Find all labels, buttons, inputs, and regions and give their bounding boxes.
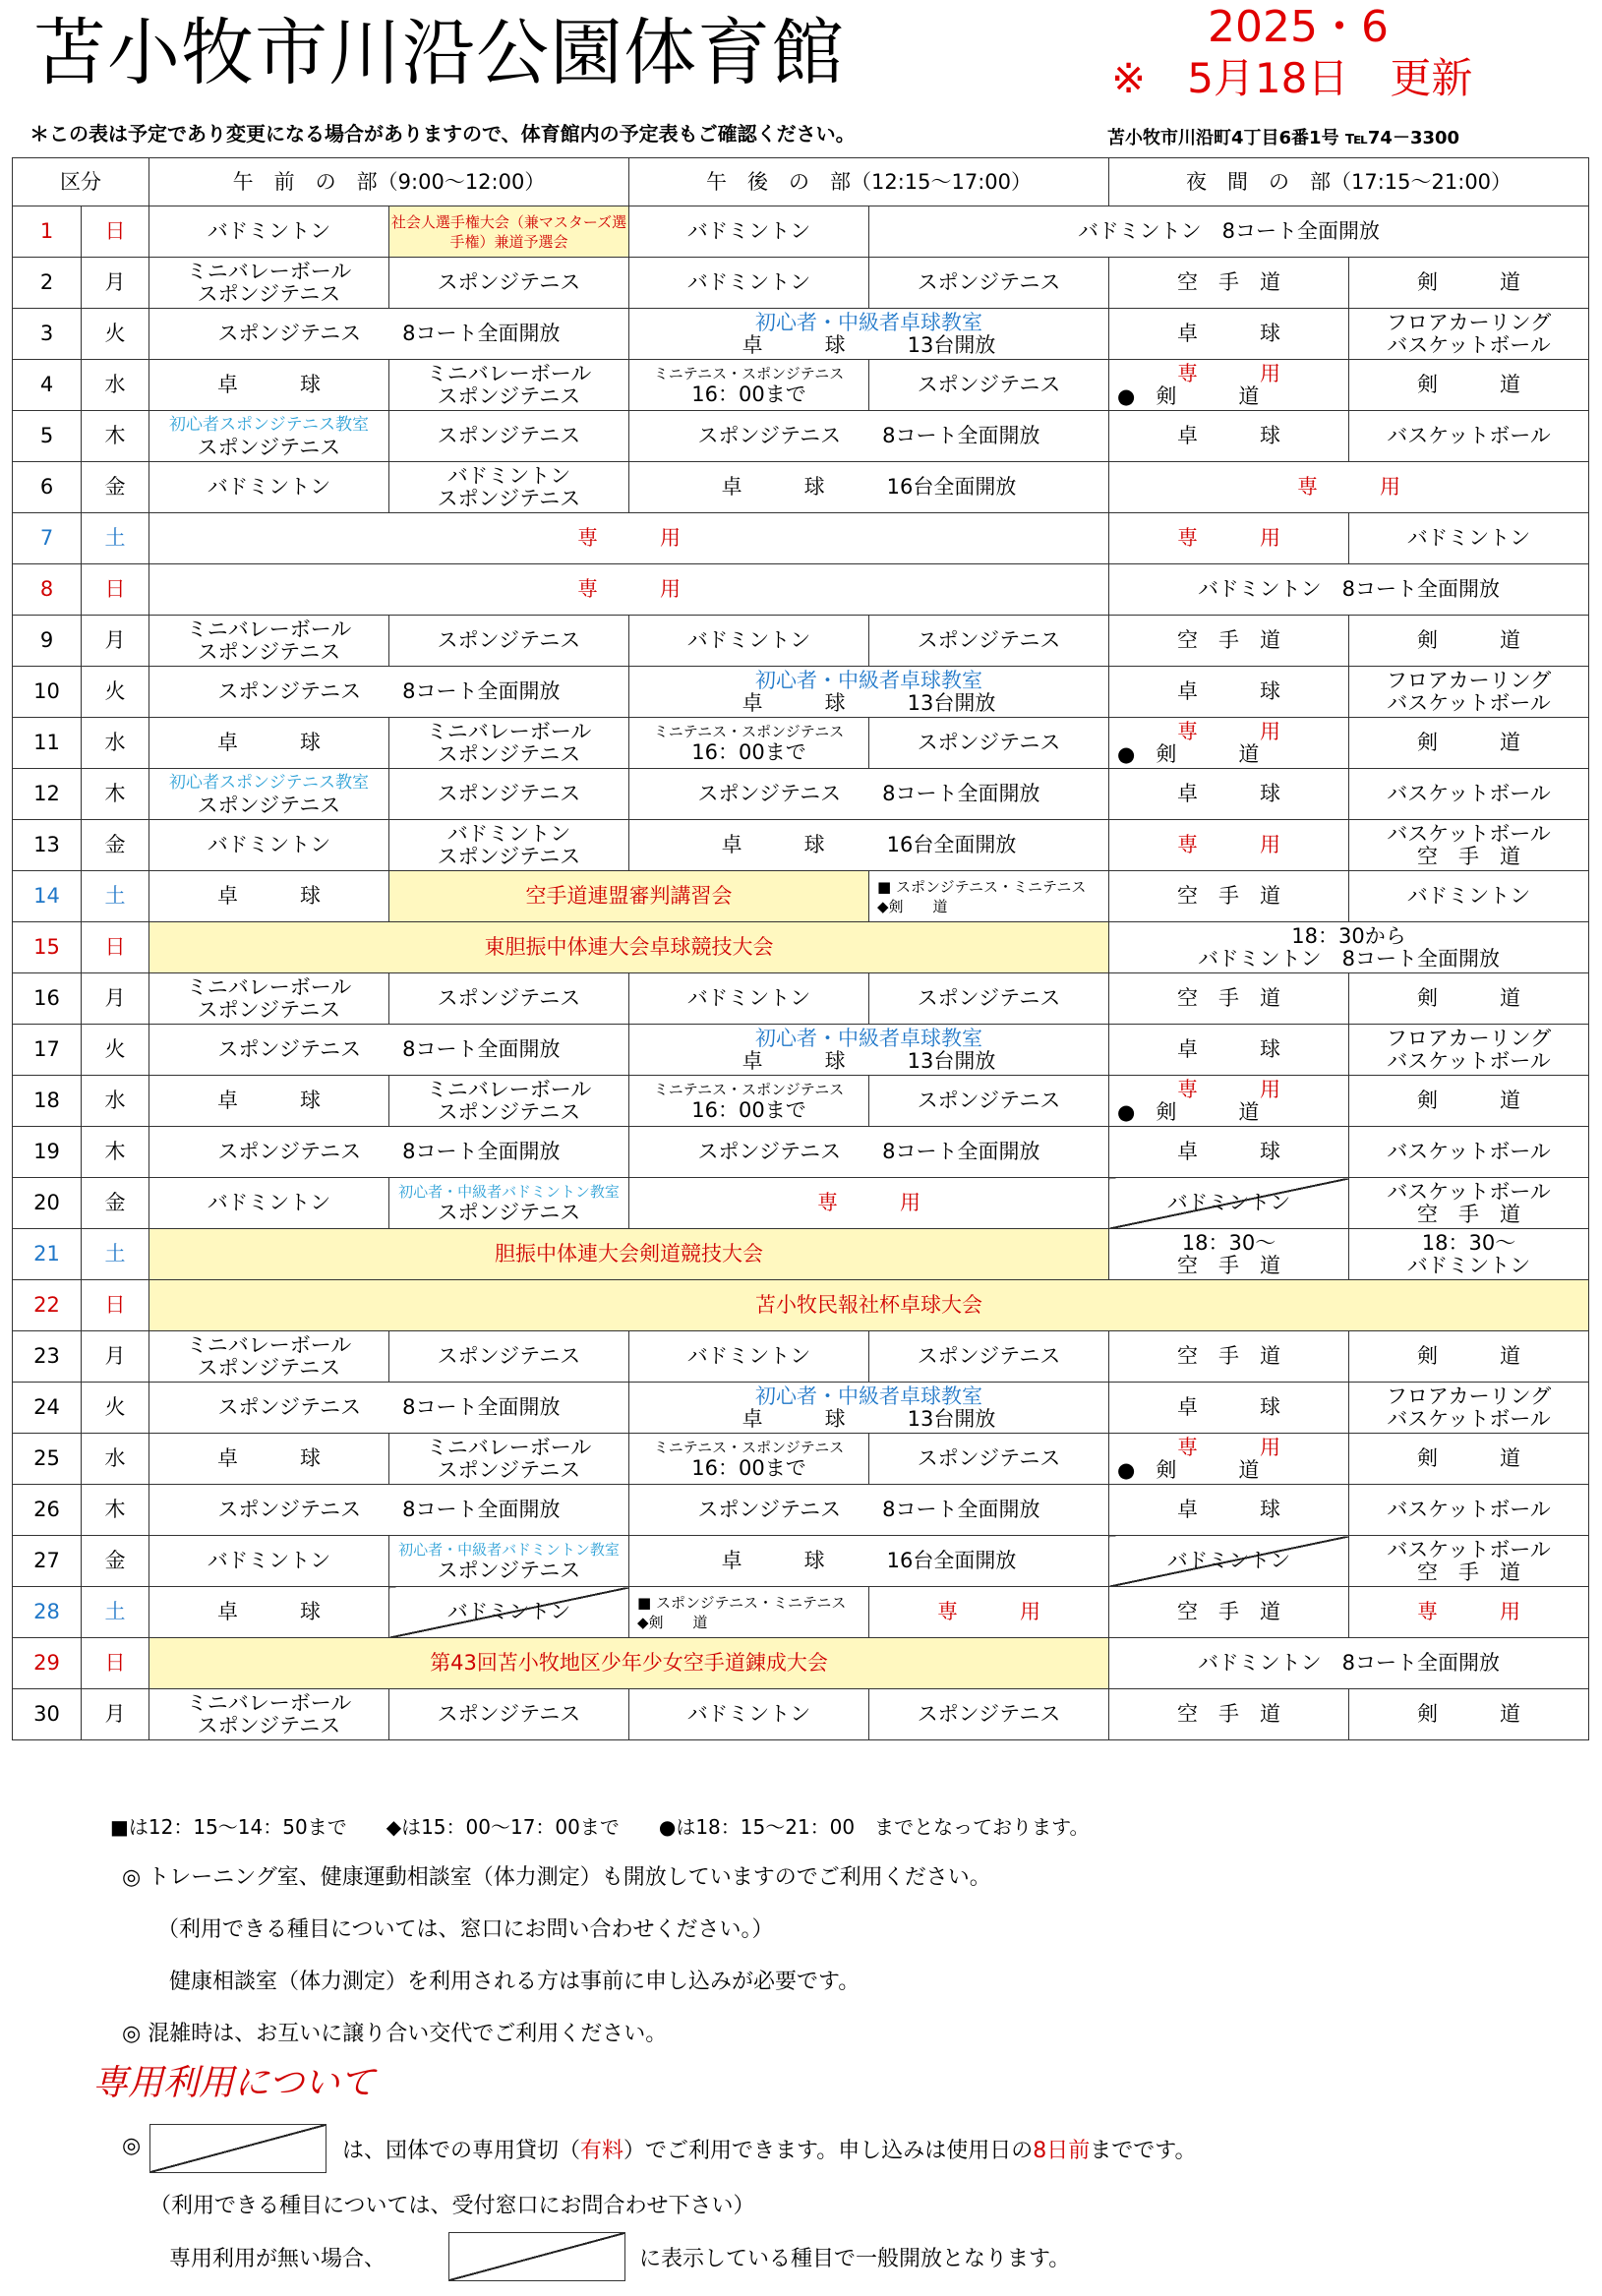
weekday: 土	[82, 513, 149, 564]
schedule-cell: 卓 球	[149, 718, 389, 769]
weekday: 火	[82, 1383, 149, 1434]
schedule-cell: 卓 球	[149, 871, 389, 922]
schedule-cell: 初心者・中級者バドミントン教室 スポンジテニス	[389, 1178, 629, 1229]
schedule-cell: バドミントン	[149, 206, 389, 258]
day-number: 2	[13, 258, 82, 309]
table-row	[13, 309, 1589, 360]
schedule-cell: 専 用 ● 剣 道	[1109, 1434, 1349, 1485]
schedule-cell: 専 用 ● 剣 道	[1109, 360, 1349, 411]
schedule-cell: 卓 球	[149, 1076, 389, 1127]
schedule-cell: 初心者スポンジテニス教室 スポンジテニス	[149, 411, 389, 462]
day-number: 25	[13, 1434, 82, 1485]
schedule-cell: バドミントン スポンジテニス	[389, 462, 629, 513]
table-row	[13, 1331, 1589, 1383]
weekday: 日	[82, 1638, 149, 1689]
no-exclusive-note: 専用利用が無い場合、	[169, 2247, 386, 2271]
table-row	[13, 1280, 1589, 1331]
schedule-cell: 専 用	[1109, 462, 1589, 513]
exclusive-use-explanation: は、団体での専用貸切（有料）でご利用できます。申し込みは使用日の8日前までです。	[342, 2139, 1197, 2163]
weekday: 水	[82, 718, 149, 769]
schedule-cell: スポンジテニス	[869, 1331, 1109, 1383]
symbol-legend: ■は12：15～14：50まで ◆は15：00～17：00まで ●は18：15～21：00 までとなっております。	[110, 1815, 1090, 1839]
weekday: 月	[82, 1689, 149, 1740]
schedule-cell: ミニテニス・スポンジテニス 16：00まで	[629, 360, 869, 411]
weekday: 日	[82, 1280, 149, 1331]
schedule-cell: スポンジテニス 8コート全面開放	[149, 667, 629, 718]
schedule-cell: 空 手 道	[1109, 1331, 1349, 1383]
weekday: 水	[82, 1434, 149, 1485]
schedule-cell: 空 手 道	[1109, 973, 1349, 1025]
day-number: 8	[13, 564, 82, 616]
exp-mark: ◎	[122, 2134, 142, 2158]
note-reservation: 健康相談室（体力測定）を利用される方は事前に申し込みが必要です。	[169, 1970, 860, 1994]
schedule-cell: 卓 球	[1109, 1025, 1349, 1076]
schedule-cell: スポンジテニス	[869, 973, 1109, 1025]
weekday: 土	[82, 1229, 149, 1280]
day-number: 30	[13, 1689, 82, 1740]
schedule-cell: 卓 球	[149, 360, 389, 411]
schedule-cell: 専 用	[869, 1587, 1109, 1638]
weekday: 木	[82, 769, 149, 820]
schedule-cell: 卓 球	[1109, 1127, 1349, 1178]
day-number: 1	[13, 206, 82, 258]
schedule-cell: 専 用	[1109, 820, 1349, 871]
schedule-cell: ミニバレーボール スポンジテニス	[389, 1076, 629, 1127]
table-row	[13, 1638, 1589, 1689]
schedule-cell: 卓 球	[1109, 1485, 1349, 1536]
schedule-cell: スポンジテニス	[869, 258, 1109, 309]
schedule-cell: スポンジテニス 8コート全面開放	[149, 1383, 629, 1434]
day-number: 13	[13, 820, 82, 871]
schedule-cell: 卓 球	[149, 1587, 389, 1638]
header-afternoon: 午 後 の 部（12:15～17:00）	[629, 158, 1109, 206]
schedule-cell: スポンジテニス	[869, 616, 1109, 667]
schedule-cell: 剣 道	[1349, 360, 1589, 411]
weekday: 火	[82, 309, 149, 360]
schedule-cell: スポンジテニス	[869, 360, 1109, 411]
day-number: 29	[13, 1638, 82, 1689]
day-number: 12	[13, 769, 82, 820]
day-number: 15	[13, 922, 82, 973]
schedule-cell: 空 手 道	[1109, 616, 1349, 667]
schedule-cell: 社会人選手権大会（兼マスターズ選手権）兼道予選会	[389, 206, 629, 258]
facility-address: 苫小牧市川沿町4丁目6番1号 ℡74－3300	[1107, 128, 1460, 148]
general-open-note: に表示している種目で一般開放となります。	[639, 2247, 1071, 2271]
schedule-cell: フロアカーリング バスケットボール	[1349, 1383, 1589, 1434]
schedule-cell: スポンジテニス	[869, 1434, 1109, 1485]
weekday: 水	[82, 360, 149, 411]
schedule-cell: スポンジテニス	[389, 1689, 629, 1740]
schedule-cell: バドミントン	[629, 1331, 869, 1383]
day-number: 10	[13, 667, 82, 718]
day-number: 5	[13, 411, 82, 462]
weekday: 金	[82, 1178, 149, 1229]
schedule-cell: 専 用	[1109, 513, 1349, 564]
schedule-cell: 卓 球	[1109, 769, 1349, 820]
note-training-room: ◎ トレーニング室、健康運動相談室（体力測定）も開放していますのでご利用ください。	[122, 1865, 991, 1890]
schedule-cell: バスケットボール	[1349, 769, 1589, 820]
table-row	[13, 1587, 1589, 1638]
table-row	[13, 1383, 1589, 1434]
schedule-cell: 胆振中体連大会剣道競技大会	[149, 1229, 1109, 1280]
schedule-cell: 18：30～ 空 手 道	[1109, 1229, 1349, 1280]
schedule-cell: ■ スポンジテニス・ミニテニス ◆剣 道	[629, 1587, 869, 1638]
table-row	[13, 1076, 1589, 1127]
schedule-cell: ミニテニス・スポンジテニス 16：00まで	[629, 1076, 869, 1127]
weekday: 日	[82, 922, 149, 973]
table-row	[13, 1025, 1589, 1076]
day-number: 24	[13, 1383, 82, 1434]
table-row	[13, 1689, 1589, 1740]
schedule-cell: フロアカーリング バスケットボール	[1349, 1025, 1589, 1076]
schedule-cell: 卓 球 16台全面開放	[629, 820, 1109, 871]
schedule-cell: バスケットボール	[1349, 411, 1589, 462]
schedule-cell: スポンジテニス 8コート全面開放	[149, 309, 629, 360]
schedule-cell: スポンジテニス	[389, 411, 629, 462]
table-row	[13, 258, 1589, 309]
weekday: 月	[82, 1331, 149, 1383]
day-number: 9	[13, 616, 82, 667]
weekday: 火	[82, 1025, 149, 1076]
schedule-cell: スポンジテニス 8コート全面開放	[149, 1485, 629, 1536]
schedule-cell: 剣 道	[1349, 616, 1589, 667]
schedule-cell: バドミントン	[149, 1536, 389, 1587]
schedule-cell: 剣 道	[1349, 1434, 1589, 1485]
table-row	[13, 513, 1589, 564]
day-number: 28	[13, 1587, 82, 1638]
schedule-cell: バドミントン	[149, 462, 389, 513]
schedule-cell: 剣 道	[1349, 973, 1589, 1025]
table-row	[13, 871, 1589, 922]
schedule-cell: ミニバレーボール スポンジテニス	[149, 1689, 389, 1740]
schedule-cell: 初心者・中級者卓球教室 卓 球 13台開放	[629, 1383, 1109, 1434]
schedule-cell: 初心者・中級者卓球教室 卓 球 13台開放	[629, 667, 1109, 718]
schedule-cell: バドミントン	[149, 1178, 389, 1229]
schedule-cell: バドミントン スポンジテニス	[389, 820, 629, 871]
schedule-cell: 空 手 道	[1109, 871, 1349, 922]
schedule-notice: ＊この表は予定であり変更になる場合がありますので、体育館内の予定表もご確認ください。	[30, 122, 856, 146]
table-row	[13, 1229, 1589, 1280]
revision-update: ※ 5月18日 更新	[1111, 54, 1473, 102]
weekday: 火	[82, 667, 149, 718]
schedule-cell: バドミントン 8コート全面開放	[1109, 564, 1589, 616]
schedule-cell: 18：30から バドミントン 8コート全面開放	[1109, 922, 1589, 973]
header-evening: 夜 間 の 部（17:15～21:00）	[1109, 158, 1589, 206]
note-crowding: ◎ 混雑時は、お互いに譲り合い交代でご利用ください。	[122, 2022, 668, 2046]
schedule-cell: スポンジテニス	[389, 1331, 629, 1383]
schedule-cell: 18：30～ バドミントン	[1349, 1229, 1589, 1280]
schedule-cell: スポンジテニス	[389, 973, 629, 1025]
day-number: 23	[13, 1331, 82, 1383]
weekday: 金	[82, 462, 149, 513]
schedule-cell: 剣 道	[1349, 258, 1589, 309]
weekday: 月	[82, 616, 149, 667]
schedule-cell: 専 用 ● 剣 道	[1109, 1076, 1349, 1127]
weekday: 月	[82, 973, 149, 1025]
schedule-cell: バドミントン	[1349, 871, 1589, 922]
schedule-cell: スポンジテニス	[389, 616, 629, 667]
schedule-cell: 剣 道	[1349, 1331, 1589, 1383]
day-number: 11	[13, 718, 82, 769]
schedule-cell: 初心者・中級者バドミントン教室 スポンジテニス	[389, 1536, 629, 1587]
table-row	[13, 360, 1589, 411]
day-number: 22	[13, 1280, 82, 1331]
exclusive-use-title: 専用利用について	[92, 2063, 376, 2103]
schedule-cell: 初心者・中級者卓球教室 卓 球 13台開放	[629, 309, 1109, 360]
day-number: 19	[13, 1127, 82, 1178]
table-row	[13, 411, 1589, 462]
schedule-cell: スポンジテニス 8コート全面開放	[629, 1485, 1109, 1536]
schedule-cell: ■ スポンジテニス・ミニテニス ◆剣 道	[869, 871, 1109, 922]
schedule-cell: 剣 道	[1349, 718, 1589, 769]
table-row	[13, 206, 1589, 258]
schedule-cell: 卓 球	[149, 1434, 389, 1485]
schedule-cell: ミニバレーボール スポンジテニス	[149, 1331, 389, 1383]
table-row	[13, 1536, 1589, 1587]
schedule-table	[12, 157, 1589, 1740]
schedule-cell: スポンジテニス 8コート全面開放	[629, 411, 1109, 462]
schedule-cell: バドミントン	[1109, 1536, 1349, 1587]
schedule-cell: ミニテニス・スポンジテニス 16：00まで	[629, 718, 869, 769]
schedule-cell: 第43回苫小牧地区少年少女空手道錬成大会	[149, 1638, 1109, 1689]
schedule-cell: スポンジテニス	[389, 769, 629, 820]
schedule-cell: バスケットボール	[1349, 1485, 1589, 1536]
schedule-cell: 専 用	[149, 513, 1109, 564]
day-number: 14	[13, 871, 82, 922]
schedule-cell: 初心者・中級者卓球教室 卓 球 13台開放	[629, 1025, 1109, 1076]
schedule-cell: 卓 球 16台全面開放	[629, 462, 1109, 513]
table-row	[13, 718, 1589, 769]
schedule-cell: ミニバレーボール スポンジテニス	[389, 1434, 629, 1485]
schedule-cell: バドミントン	[629, 206, 869, 258]
weekday: 土	[82, 871, 149, 922]
schedule-cell: スポンジテニス	[869, 1076, 1109, 1127]
schedule-cell: スポンジテニス 8コート全面開放	[629, 769, 1109, 820]
schedule-cell: スポンジテニス	[869, 1689, 1109, 1740]
schedule-cell: スポンジテニス	[389, 258, 629, 309]
table-row	[13, 462, 1589, 513]
weekday: 金	[82, 1536, 149, 1587]
schedule-cell: バドミントン	[1109, 1178, 1349, 1229]
schedule-cell: 剣 道	[1349, 1689, 1589, 1740]
schedule-cell: 卓 球	[1109, 309, 1349, 360]
schedule-cell: 苫小牧民報社杯卓球大会	[149, 1280, 1589, 1331]
schedule-cell: 空 手 道	[1109, 1689, 1349, 1740]
table-row	[13, 564, 1589, 616]
schedule-cell: バドミントン	[629, 258, 869, 309]
day-number: 17	[13, 1025, 82, 1076]
weekday: 月	[82, 258, 149, 309]
weekday: 日	[82, 206, 149, 258]
table-row	[13, 616, 1589, 667]
day-number: 4	[13, 360, 82, 411]
exclusive-use-inquiry: （利用できる種目については、受付窓口にお問合わせ下さい）	[149, 2194, 755, 2218]
schedule-cell: 東胆振中体連大会卓球競技大会	[149, 922, 1109, 973]
schedule-cell: スポンジテニス 8コート全面開放	[149, 1025, 629, 1076]
weekday: 土	[82, 1587, 149, 1638]
schedule-cell: バスケットボール 空 手 道	[1349, 1536, 1589, 1587]
day-number: 6	[13, 462, 82, 513]
day-number: 3	[13, 309, 82, 360]
table-header-row	[13, 158, 1589, 206]
table-row	[13, 1434, 1589, 1485]
schedule-cell: 専 用	[149, 564, 1109, 616]
weekday: 日	[82, 564, 149, 616]
schedule-cell: 初心者スポンジテニス教室 スポンジテニス	[149, 769, 389, 820]
note-inquiry: （利用できる種目については、窓口にお問い合わせください。）	[157, 1917, 774, 1942]
schedule-cell: バスケットボール	[1349, 1127, 1589, 1178]
schedule-cell: ミニバレーボール スポンジテニス	[149, 616, 389, 667]
schedule-cell: バドミントン	[1349, 513, 1589, 564]
day-number: 16	[13, 973, 82, 1025]
schedule-cell: 剣 道	[1349, 1076, 1589, 1127]
header-morning: 午 前 の 部（9:00～12:00）	[149, 158, 629, 206]
schedule-cell: 卓 球	[1109, 1383, 1349, 1434]
schedule-cell: フロアカーリング バスケットボール	[1349, 309, 1589, 360]
table-row	[13, 1127, 1589, 1178]
day-number: 7	[13, 513, 82, 564]
table-row	[13, 1178, 1589, 1229]
table-row	[13, 1485, 1589, 1536]
schedule-cell: 空手道連盟審判講習会	[389, 871, 869, 922]
table-row	[13, 820, 1589, 871]
schedule-cell: バドミントン 8コート全面開放	[869, 206, 1589, 258]
revision-year: 2025・6	[1208, 2, 1389, 52]
weekday: 木	[82, 411, 149, 462]
schedule-cell: 卓 球	[1109, 411, 1349, 462]
schedule-cell: 専 用	[1349, 1587, 1589, 1638]
day-number: 27	[13, 1536, 82, 1587]
schedule-cell: バドミントン	[149, 820, 389, 871]
schedule-cell: スポンジテニス	[869, 718, 1109, 769]
weekday: 金	[82, 820, 149, 871]
table-row	[13, 667, 1589, 718]
schedule-cell: ミニバレーボール スポンジテニス	[149, 973, 389, 1025]
schedule-cell: ミニテニス・スポンジテニス 16：00まで	[629, 1434, 869, 1485]
slash-sample-box-2	[448, 2232, 625, 2281]
schedule-cell: ミニバレーボール スポンジテニス	[389, 360, 629, 411]
schedule-cell: バドミントン	[629, 616, 869, 667]
schedule-cell: ミニバレーボール スポンジテニス	[149, 258, 389, 309]
schedule-cell: 専 用	[629, 1178, 1109, 1229]
schedule-cell: ミニバレーボール スポンジテニス	[389, 718, 629, 769]
schedule-cell: フロアカーリング バスケットボール	[1349, 667, 1589, 718]
schedule-cell: バスケットボール 空 手 道	[1349, 820, 1589, 871]
table-row	[13, 922, 1589, 973]
day-number: 20	[13, 1178, 82, 1229]
schedule-cell: バドミントン 8コート全面開放	[1109, 1638, 1589, 1689]
schedule-cell: バドミントン	[629, 1689, 869, 1740]
schedule-cell: スポンジテニス 8コート全面開放	[629, 1127, 1109, 1178]
schedule-cell: 空 手 道	[1109, 1587, 1349, 1638]
weekday: 木	[82, 1127, 149, 1178]
schedule-cell: 卓 球 16台全面開放	[629, 1536, 1109, 1587]
schedule-body	[13, 206, 1589, 1740]
schedule-cell: スポンジテニス 8コート全面開放	[149, 1127, 629, 1178]
schedule-cell: 空 手 道	[1109, 258, 1349, 309]
weekday: 木	[82, 1485, 149, 1536]
day-number: 26	[13, 1485, 82, 1536]
header-date: 区分	[13, 158, 149, 206]
day-number: 18	[13, 1076, 82, 1127]
slash-sample-box	[149, 2124, 326, 2173]
schedule-cell: バドミントン	[629, 973, 869, 1025]
table-row	[13, 973, 1589, 1025]
schedule-cell: 専 用 ● 剣 道	[1109, 718, 1349, 769]
page-title: 苫小牧市川沿公園体育館	[33, 11, 845, 95]
weekday: 水	[82, 1076, 149, 1127]
day-number: 21	[13, 1229, 82, 1280]
schedule-cell: 卓 球	[1109, 667, 1349, 718]
schedule-cell: バドミントン	[389, 1587, 629, 1638]
schedule-cell: バスケットボール 空 手 道	[1349, 1178, 1589, 1229]
table-row	[13, 769, 1589, 820]
